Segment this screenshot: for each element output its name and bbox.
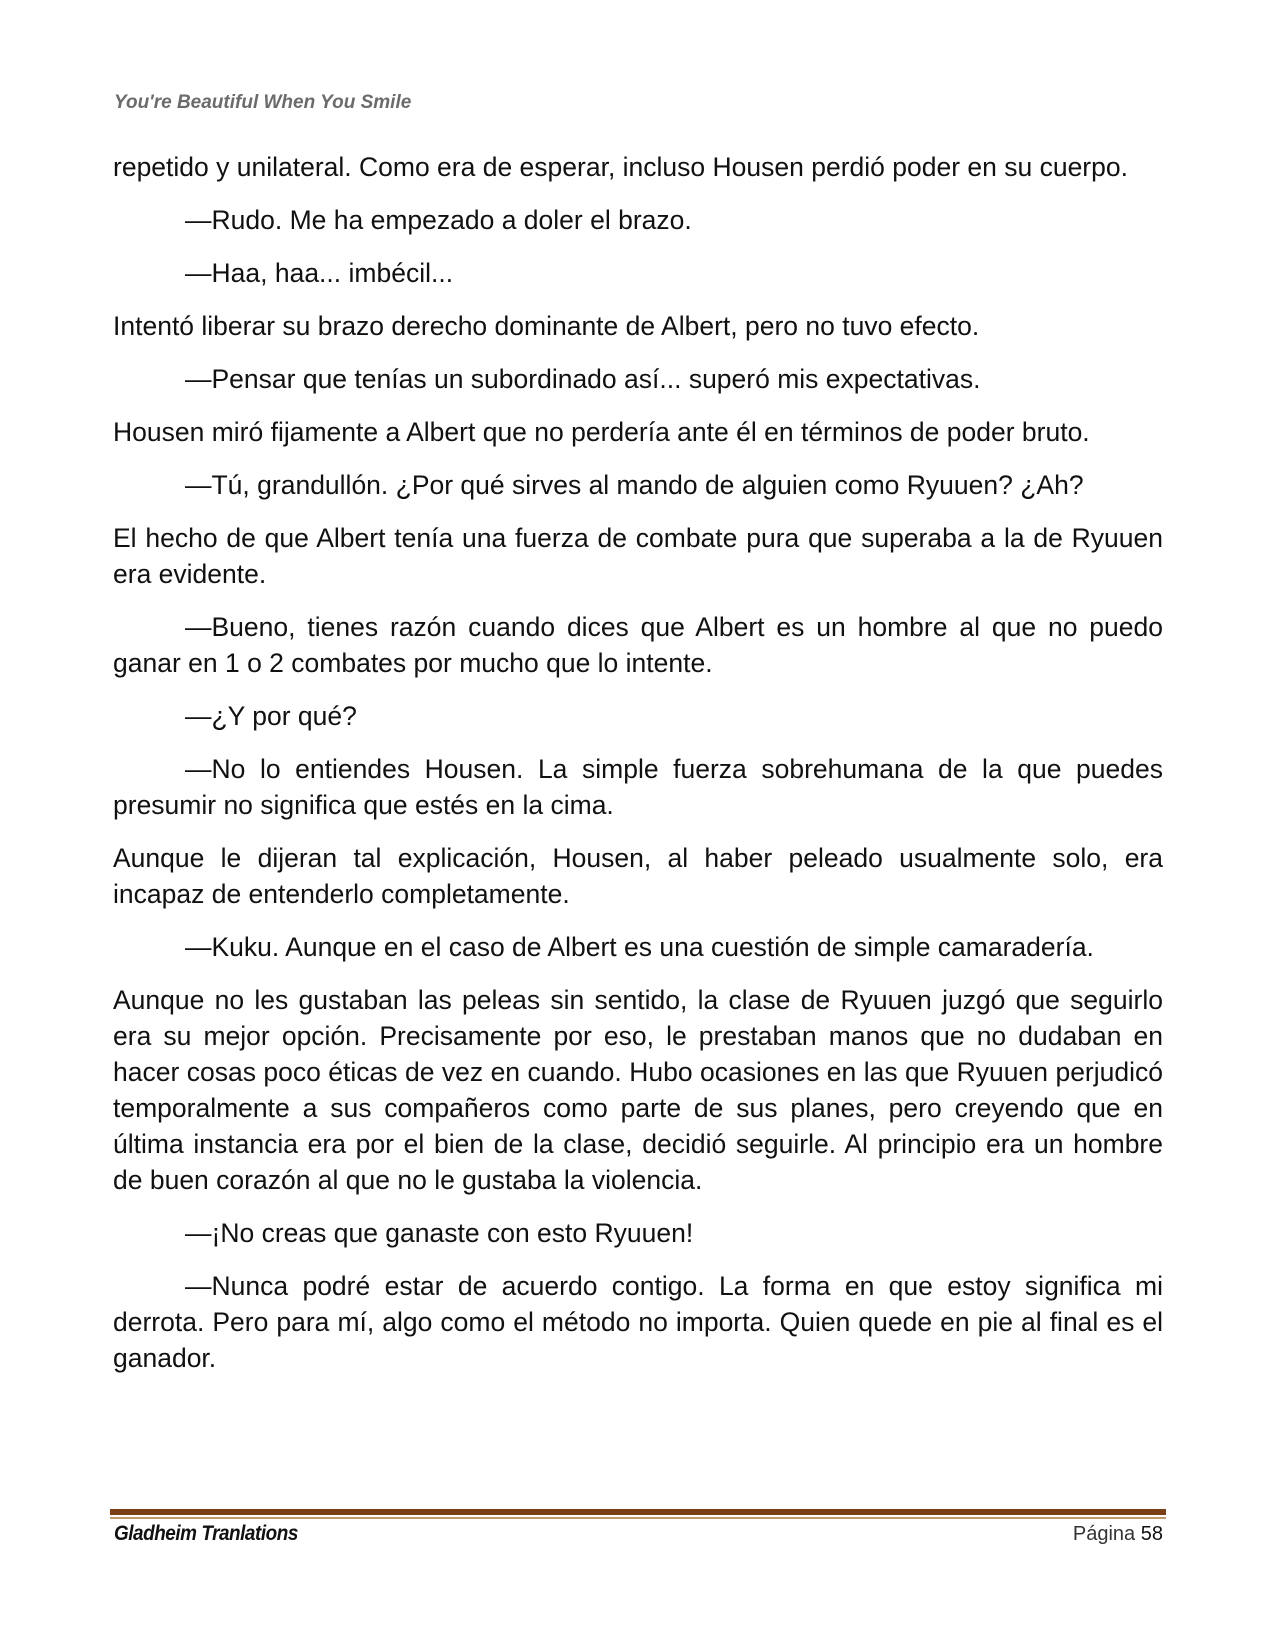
dialogue-paragraph: —Tú, grandullón. ¿Por qué sirves al mando de alguien como Ryuuen? ¿Ah?: [185, 470, 1084, 500]
page-body: [113, 149, 1163, 1393]
dialogue-paragraph: —Nunca podré estar de acuerdo contigo. La forma en que estoy significa mi derrota. Pero para mí, algo como el método no importa. Quien quede en pie al final es el ganador.: [113, 1271, 1163, 1373]
dialogue-paragraph: —Pensar que tenías un subordinado así... superó mis expectativas.: [185, 364, 981, 394]
dialogue-paragraph: —¿Y por qué?: [185, 701, 357, 731]
dialogue-paragraph: —Bueno, tienes razón cuando dices que Albert es un hombre al que no puedo ganar en 1 o 2 combates por mucho que lo intente.: [113, 612, 1163, 678]
narration-paragraph: Aunque no les gustaban las peleas sin sentido, la clase de Ryuuen juzgó que seguirlo era su mejor opción. Precisamente por eso, le prestaban manos que no dudaban en hacer cosas poco éticas de vez en cuando. Hubo ocasiones en las que Ryuuen perjudicó temporalmente a sus compañeros como parte de sus planes, pero creyendo que en última instancia era por el bien de la clase, decidió seguirle. Al principio era un hombre de buen corazón al que no le gustaba la violencia.: [113, 985, 1163, 1195]
footer-rule-thick: [110, 1509, 1166, 1515]
dialogue-paragraph: —Rudo. Me ha empezado a doler el brazo.: [185, 205, 692, 235]
page-number: 58: [1140, 1523, 1163, 1545]
dialogue-paragraph: —No lo entiendes Housen. La simple fuerza sobrehumana de la que puedes presumir no significa que estés en la cima.: [113, 754, 1163, 820]
dialogue-paragraph: —Kuku. Aunque en el caso de Albert es una cuestión de simple camaradería.: [185, 932, 1094, 962]
dialogue-paragraph: —Haa, haa... imbécil...: [185, 258, 454, 288]
narration-paragraph: repetido y unilateral. Como era de esperar, incluso Housen perdió poder en su cuerpo.: [113, 152, 1128, 182]
narration-paragraph: Housen miró fijamente a Albert que no perdería ante él en términos de poder bruto.: [113, 417, 1090, 447]
narration-paragraph: Intentó liberar su brazo derecho dominante de Albert, pero no tuvo efecto.: [113, 311, 980, 341]
footer-page-number: [1073, 1523, 1163, 1546]
footer-translator-credit: Gladheim Tranlations: [114, 1522, 298, 1545]
footer-rule-thin: [110, 1517, 1166, 1519]
dialogue-paragraph: —¡No creas que ganaste con esto Ryuuen!: [185, 1218, 694, 1248]
narration-paragraph: Aunque le dijeran tal explicación, Housen, al haber peleado usualmente solo, era incapaz de entenderlo completamente.: [113, 843, 1163, 909]
narration-paragraph: El hecho de que Albert tenía una fuerza de combate pura que superaba a la de Ryuuen era evidente.: [113, 523, 1163, 589]
page-label: Página: [1072, 1523, 1136, 1545]
running-header-title: You're Beautiful When You Smile: [114, 92, 412, 113]
